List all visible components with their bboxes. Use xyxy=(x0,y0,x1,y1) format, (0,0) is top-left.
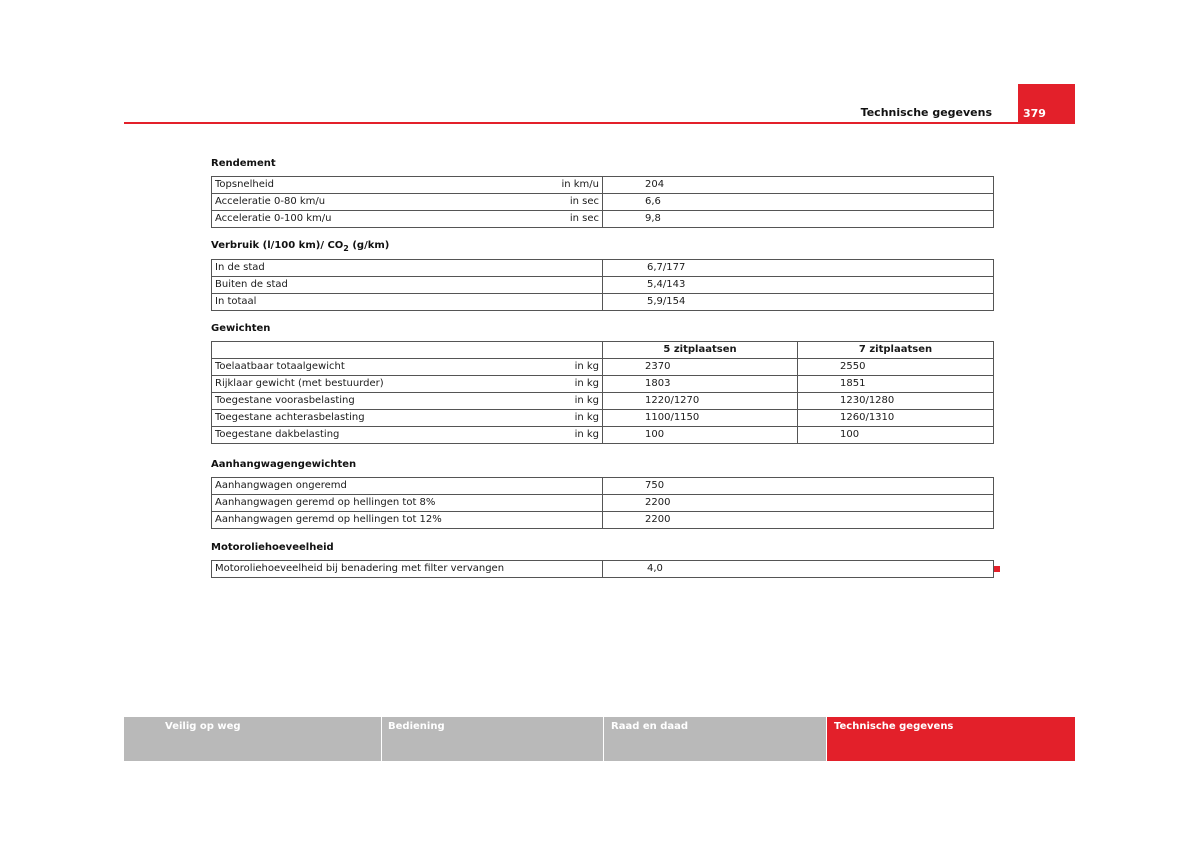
row-value: 5,9/154 xyxy=(603,294,994,311)
table-row xyxy=(212,194,994,211)
footer-tab-veilig-op-weg[interactable]: Veilig op weg xyxy=(124,717,381,761)
table-row xyxy=(212,393,994,410)
header-rule xyxy=(124,122,1018,124)
row-label: Motoroliehoeveelheid bij benadering met filter vervangen xyxy=(212,561,603,578)
row-value-5: 2370 xyxy=(603,359,798,376)
gewichten-title: Gewichten xyxy=(211,323,271,334)
row-value: 6,6 xyxy=(603,194,994,211)
footer-tab-bediening[interactable]: Bediening xyxy=(382,717,603,761)
page-number: 379 xyxy=(1018,84,1075,124)
table-row xyxy=(212,177,994,194)
row-unit: in kg xyxy=(574,412,599,423)
row-label: Aanhangwagen geremd op hellingen tot 8% xyxy=(212,495,603,512)
table-row xyxy=(212,277,994,294)
row-value: 9,8 xyxy=(603,211,994,228)
table-row xyxy=(212,294,994,311)
row-value-7: 100 xyxy=(798,427,994,444)
table-row xyxy=(212,260,994,277)
row-label: Toegestane voorasbelasting xyxy=(215,395,355,406)
rendement-title: Rendement xyxy=(211,158,276,169)
column-header: 7 zitplaatsen xyxy=(798,342,994,359)
row-unit: in km/u xyxy=(561,179,599,190)
section-header-title: Technische gegevens xyxy=(860,106,992,119)
row-unit: in sec xyxy=(569,196,599,207)
table-row xyxy=(212,561,994,578)
row-value-7: 2550 xyxy=(798,359,994,376)
row-label: Acceleratie 0-100 km/u xyxy=(215,213,332,224)
table-row xyxy=(212,478,994,495)
table-row xyxy=(212,512,994,529)
section-end-marker xyxy=(994,566,1000,572)
motorolie-title: Motoroliehoeveelheid xyxy=(211,542,334,553)
rendement-table xyxy=(211,176,994,228)
row-label: Toelaatbaar totaalgewicht xyxy=(215,361,345,372)
column-header: 5 zitplaatsen xyxy=(603,342,798,359)
row-unit: in sec xyxy=(569,213,599,224)
aanhangwagen-title: Aanhangwagengewichten xyxy=(211,459,357,470)
row-label: Rijklaar gewicht (met bestuurder) xyxy=(215,378,384,389)
row-value-5: 1100/1150 xyxy=(603,410,798,427)
row-value: 2200 xyxy=(603,512,994,529)
table-row xyxy=(212,427,994,444)
row-value: 750 xyxy=(603,478,994,495)
row-value-7: 1260/1310 xyxy=(798,410,994,427)
row-label: Toegestane achterasbelasting xyxy=(215,412,365,423)
row-value-5: 100 xyxy=(603,427,798,444)
row-unit: in kg xyxy=(574,395,599,406)
row-label: Aanhangwagen geremd op hellingen tot 12% xyxy=(212,512,603,529)
row-label: Aanhangwagen ongeremd xyxy=(212,478,603,495)
verbruik-title: Verbruik (l/100 km)/ $CO_2$ (g/km) xyxy=(211,240,390,253)
row-value: 204 xyxy=(603,177,994,194)
table-row xyxy=(212,376,994,393)
row-unit: in kg xyxy=(574,361,599,372)
row-unit: in kg xyxy=(574,378,599,389)
row-value-5: 1803 xyxy=(603,376,798,393)
row-value-7: 1230/1280 xyxy=(798,393,994,410)
row-value: 2200 xyxy=(603,495,994,512)
row-label: Toegestane dakbelasting xyxy=(215,429,340,440)
aanhangwagen-table xyxy=(211,477,994,529)
row-unit: in kg xyxy=(574,429,599,440)
gewichten-table xyxy=(211,341,994,444)
table-row xyxy=(212,211,994,228)
table-row xyxy=(212,495,994,512)
row-label: Buiten de stad xyxy=(212,277,603,294)
table-row xyxy=(212,359,994,376)
footer-tab-technische-gegevens[interactable]: Technische gegevens xyxy=(827,717,1075,761)
row-value-7: 1851 xyxy=(798,376,994,393)
row-label: Acceleratie 0-80 km/u xyxy=(215,196,326,207)
verbruik-table xyxy=(211,259,994,311)
row-value: 5,4/143 xyxy=(603,277,994,294)
footer-tab-raad-en-daad[interactable]: Raad en daad xyxy=(604,717,826,761)
table-row xyxy=(212,410,994,427)
table-header-row xyxy=(212,342,994,359)
row-label: Topsnelheid xyxy=(215,179,274,190)
row-value: 4,0 xyxy=(603,561,994,578)
row-label: In de stad xyxy=(212,260,603,277)
row-label: In totaal xyxy=(212,294,603,311)
row-value: 6,7/177 xyxy=(603,260,994,277)
row-value-5: 1220/1270 xyxy=(603,393,798,410)
motorolie-table xyxy=(211,560,994,578)
